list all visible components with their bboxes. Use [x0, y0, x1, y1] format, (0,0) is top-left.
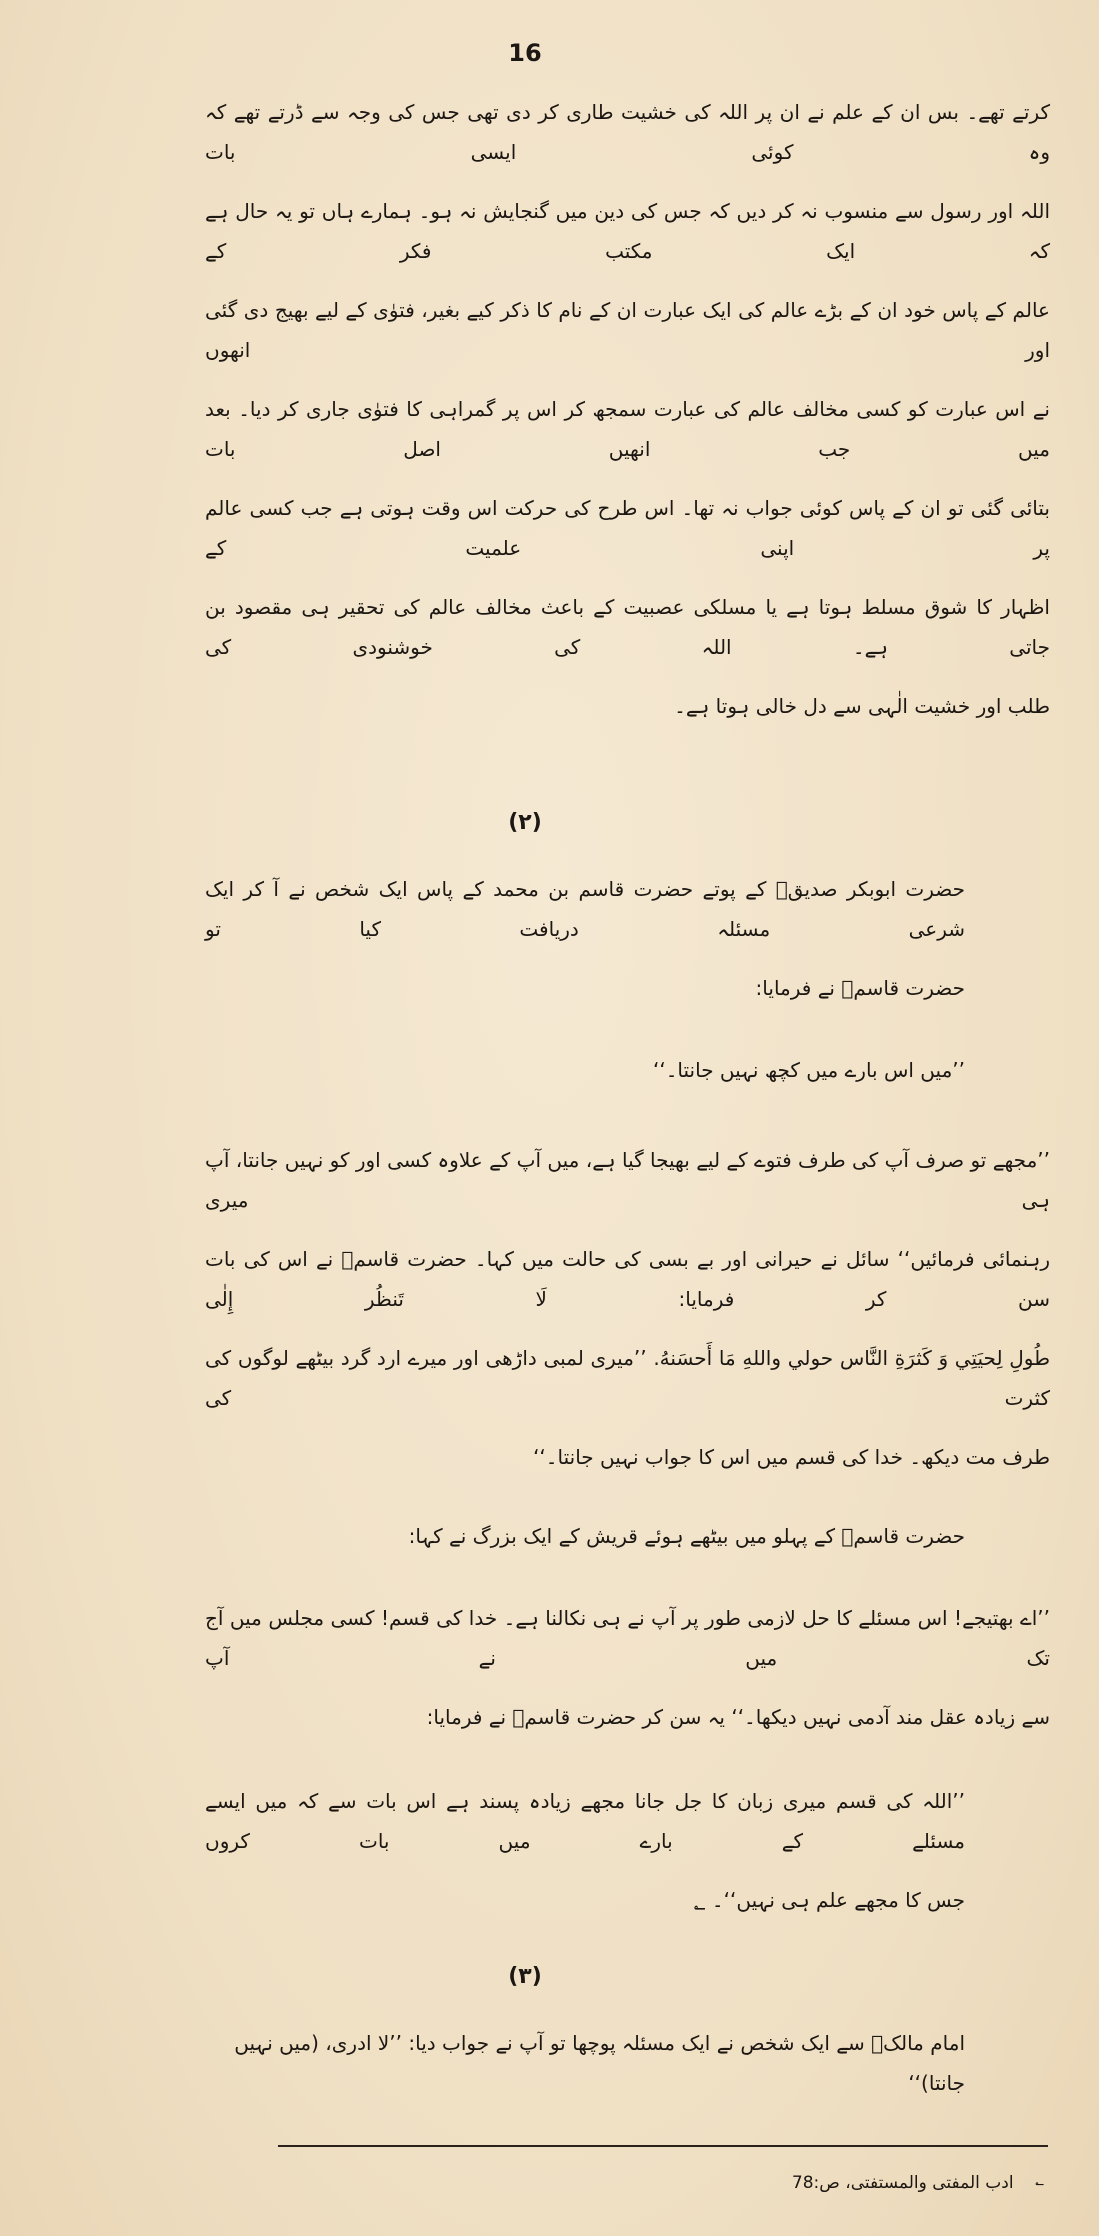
paragraph-line: نے اس عبارت کو کسی مخالف عالم کی عبارت سمجھ کر اس پر گمراہی کا فتوٰی جاری کر دیا۔ بعد میں جب انھیں اصل بات — [205, 397, 1050, 461]
paragraph-line: سے زیادہ عقل مند آدمی نہیں دیکھا۔‘‘ یہ سن کر حضرت قاسمؒ نے فرمایا: — [426, 1705, 1050, 1729]
paragraph-line: حضرت قاسمؒ کے پہلو میں بیٹھے ہوئے قریش کے ایک بزرگ نے کہا: — [408, 1524, 965, 1548]
arabic-quote-line: طُولِ لِحيَتِي وَ كَثرَةِ النَّاس حولي واللهِ مَا أَحسَنهُ. ’’میری لمبی داڑھی اور میرے ارد گرد بیٹھے لوگوں کی کثرت کی — [205, 1346, 1050, 1410]
paragraph-line: بتائی گئی تو ان کے پاس کوئی جواب نہ تھا۔ اس طرح کی حرکت اس وقت ہوتی ہے جب کسی عالم پر اپنی علمیت کے — [205, 496, 1050, 560]
footnote-text: ادب المفتی والمستفتی، ص:78 — [791, 2173, 1014, 2193]
footnote-marker: ؂ — [1035, 2169, 1044, 2187]
footnote-divider — [278, 2145, 1048, 2147]
paragraph-line: طلب اور خشیت الٰہی سے دل خالی ہوتا ہے۔ — [674, 694, 1050, 718]
paragraph-line: حضرت ابوبکر صدیقؓ کے پوتے حضرت قاسم بن محمد کے پاس ایک شخص نے آ کر ایک شرعی مسئلہ دریافت کیا تو — [205, 877, 965, 941]
footnote — [205, 2170, 1044, 2196]
paragraph-line: اللہ اور رسول سے منسوب نہ کر دیں کہ جس کی دین میں گنجایش نہ ہو۔ ہمارے ہاں تو یہ حال ہے کہ ایک مکتب فکر کے — [205, 199, 1050, 263]
paragraph-line: کرتے تھے۔ بس ان کے علم نے ان پر اللہ کی خشیت طاری کر دی تھی جس کی وجہ سے ڈرتے تھے کہ وہ کوئی ایسی بات — [205, 100, 1050, 164]
paragraph-line: حضرت قاسمؒ نے فرمایا: — [755, 976, 965, 1000]
quote-line: ’’میں اس بارے میں کچھ نہیں جانتا۔‘‘ — [652, 1058, 965, 1082]
paragraph-line: عالم کے پاس خود ان کے بڑے عالم کی ایک عبارت ان کے نام کا ذکر کیے بغیر، فتوٰی کے لیے بھیج دی گئی اور انھوں — [205, 298, 1050, 362]
paragraph-line: رہنمائی فرمائیں‘‘ سائل نے حیرانی اور بے بسی کی حالت میں کہا۔ حضرت قاسمؒ نے اس کی بات سن کر فرمایا: لَا تَنظُر إِلٰی — [205, 1247, 1050, 1311]
page-body — [205, 92, 1050, 2236]
page-number: 16 — [508, 39, 542, 67]
paragraph-line: اظہار کا شوق مسلط ہوتا ہے یا مسلکی عصبیت کے باعث مخالف عالم کی تحقیر ہی مقصود بن جاتی ہے۔ اللہ کی خوشنودی کی — [205, 595, 1050, 659]
paragraph-line: ’’اے بھتیجے! اس مسئلے کا حل لازمی طور پر آپ نے ہی نکالنا ہے۔ خدا کی قسم! کسی مجلس میں آج تک میں نے آپ — [205, 1606, 1050, 1670]
paragraph-line: طرف مت دیکھ۔ خدا کی قسم میں اس کا جواب نہیں جانتا۔‘‘ — [533, 1445, 1050, 1469]
section-heading: (۳) — [508, 1964, 542, 1989]
paragraph-line: امام مالکؒ سے ایک شخص نے ایک مسئلہ پوچھا تو آپ نے جواب دیا: ’’لا ادری، (میں نہیں جانتا)‘‘ — [234, 2031, 965, 2095]
paragraph-line: جس کا مجھے علم ہی نہیں‘‘۔ ؂ — [693, 1888, 965, 1912]
section-heading: (۲) — [508, 810, 542, 835]
paragraph-line: ’’اللہ کی قسم میری زبان کا جل جانا مجھے زیادہ پسند ہے اس بات سے کہ میں ایسے مسئلے کے بارے میں بات کروں — [205, 1789, 965, 1853]
paragraph-line: ’’مجھے تو صرف آپ کی طرف فتوے کے لیے بھیجا گیا ہے، میں آپ کے علاوہ کسی اور کو نہیں جانتا، آپ ہی میری — [205, 1148, 1050, 1212]
